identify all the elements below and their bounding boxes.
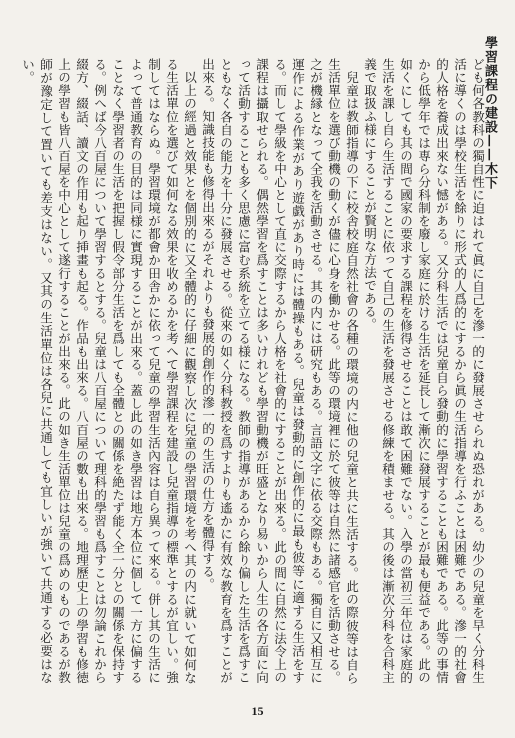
running-header: 學習課程の建設——木下 bbox=[482, 36, 497, 190]
paragraph-2: 兒童は教師指導の下に校舎校庭自然社會の各種の環境の内に他の兒童と共に生活する。此の際彼等は自ら生活單位を選び動機の動くが儘に心身を働かせる。此等の環境裡に於て彼等は自然に諸感官を活動させる。之が機縁となって全我を活動させる。其の内には研究もある。言語文字に依る交際もある。獨自に又相互に運作による作業があり遊戯があり時には體操もある。兒童は發動的に創作的に最も彼等に適する生活をする。而して學級を中心として直に交際するから人格を社會的にすることが出來る。此の間に自然に法令上の課程は攝取せられる。偶然學習を爲すことは多いけれども學習動機が旺盛となり易いから人生の各方面に向って活動することも多く思慮に富む系統を立てる様になる。教師の指導があるから餘り偏した生活を爲すこともなく各自の能力を十分に發展させる。從來の如く分科教授を爲すよりも遙かに有效な教育を爲すことが出來る。知識技能も修得出來るがそれよりも發展的創作的滲一的の生活の仕方を體得する。 bbox=[200, 58, 359, 684]
paragraph-1: ども何各教科の獨自性に迫はれて眞に自己を滲一的に發展させられぬ恐れがある。幼少の兒童を早く分科生活に導くのは學校生活を餘りに形式的人爲的にするから眞の生活指導を行ふことは困難である。滲一的社會的人格を養成出來ない憾がある。又分科生活では兒童自ら發動的に學習することも困難である。此等の事情から低學年では専ら分科制を廢し家庭に於ける生活を延長して漸次に發展することが最も便益である。此の如くにしても其の間で國家の要求する課程を修得させることは敢て困難でない。入學の當初三年位は家庭的生活を課し自ら生活することに依って自己の生活を發展させる修練を積ませる。其の後は漸次分科を合科主義で取扱ふ様にすることが賢明な方法である。 bbox=[362, 58, 485, 684]
paragraph-3: 以上の經過と效果とを個別的に又全體的に仔細に觀察し次に兒童の學習環境を考へ其の内に就いて如何なる生活單位を選びて如何なる效果を收めるかを考へて學習課程を建設し兒童指導の標準とするが宜しい。強制してはならぬ。學習環境が都會か田舎かに依って兒童の學習生活內容は自ら異って來る。併し其の生活によって普通教育の目的は同様に實現することが出來る。蓋し此の如き學習は地方本位に個して一方に偏することなく學習者の生活を把握し假令部分生活を爲しても全體との關係を絶たず能く全一分との關係を保持する。例へば今八百屋について學習するとする。兒童は八百屋について理科的學習も爲すことは勿論これから綴方、綴話、讀文の作用も起り挿畫も起る。作品も出來る。八百屋の數も出來る。地理歷史上の學習も修徳上の學習も皆八百屋を中心として遂行することが出來る。此の如き生活單位は兒童の爲めのものであるが教師が豫定して置いても差支はない。又其の生活單位は各兒に共通しても宜しいが強いて共通する必要はない。 bbox=[20, 58, 197, 684]
body-text bbox=[20, 58, 486, 684]
page-number: 15 bbox=[251, 704, 264, 718]
